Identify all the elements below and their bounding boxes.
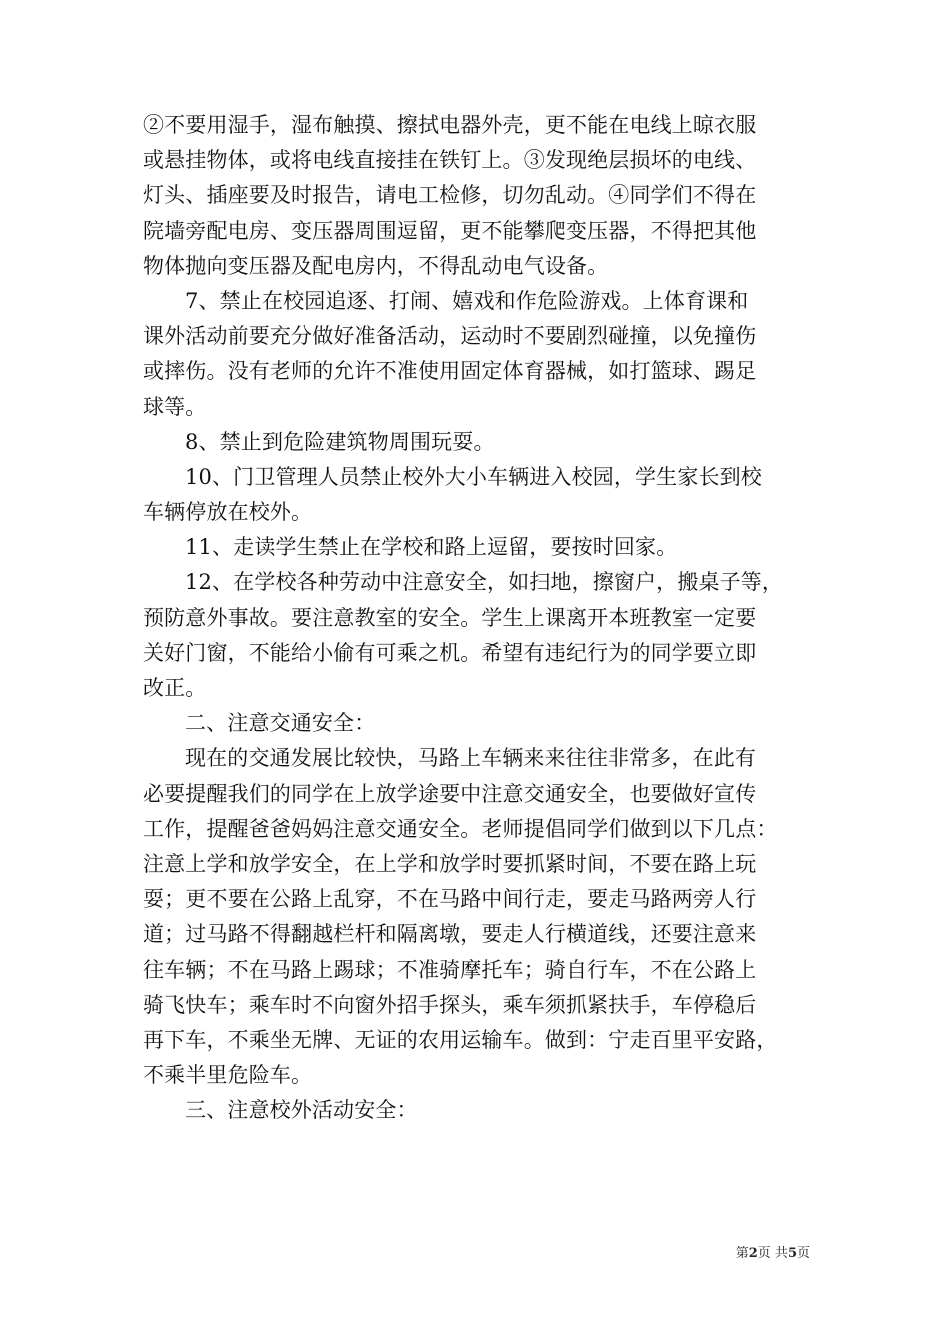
text-line: 不乘半里危险车。 xyxy=(143,1063,313,1088)
page-footer xyxy=(700,1245,810,1263)
text-line: 或悬挂物体，或将电线直接挂在铁钉上。③发现绝层损坏的电线、 xyxy=(143,148,757,173)
total-pages-number: 5 xyxy=(787,1246,797,1261)
text-line: 灯头、插座要及时报告，请电工检修，切勿乱动。④同学们不得在 xyxy=(143,183,757,208)
text-line: 耍；更不要在公路上乱穿，不在马路中间行走，要走马路两旁人行 xyxy=(143,887,757,912)
footer-suffix: 页 xyxy=(796,1246,810,1261)
text-line: 院墙旁配电房、变压器周围逗留，更不能攀爬变压器，不得把其他 xyxy=(143,218,757,243)
text-line: 物体抛向变压器及配电房内，不得乱动电气设备。 xyxy=(143,253,609,278)
text-line: 或摔伤。没有老师的允许不准使用固定体育器械，如打篮球、踢足 xyxy=(143,359,757,384)
text-line: 三、注意校外活动安全： xyxy=(185,1098,418,1123)
text-line: 11、走读学生禁止在学校和路上逗留，要按时回家。 xyxy=(185,535,678,560)
text-line: 课外活动前要充分做好准备活动，运动时不要剧烈碰撞，以免撞伤 xyxy=(143,324,757,349)
text-line: 注意上学和放学安全，在上学和放学时要抓紧时间，不要在路上玩 xyxy=(143,851,757,876)
text-line: 关好门窗，不能给小偷有可乘之机。希望有违纪行为的同学要立即 xyxy=(143,640,757,665)
text-line: 工作，提醒爸爸妈妈注意交通安全。老师提倡同学们做到以下几点： xyxy=(143,816,778,841)
text-line: 二、注意交通安全： xyxy=(185,711,376,736)
document-body xyxy=(143,108,813,1128)
text-line: 8、禁止到危险建筑物周围玩耍。 xyxy=(185,429,495,454)
text-line: 10、门卫管理人员禁止校外大小车辆进入校园，学生家长到校 xyxy=(185,464,762,489)
text-line: 改正。 xyxy=(143,676,207,700)
text-line: 再下车，不乘坐无牌、无证的农用运输车。做到：宁走百里平安路， xyxy=(143,1027,778,1052)
text-line: 往车辆；不在马路上踢球；不准骑摩托车；骑自行车，不在公路上 xyxy=(143,957,757,982)
text-line: 必要提醒我们的同学在上放学途要中注意交通安全，也要做好宣传 xyxy=(143,781,757,806)
text-line: 道；过马路不得翻越栏杆和隔离墩，要走人行横道线，还要注意来 xyxy=(143,922,757,947)
text-line: 12、在学校各种劳动中注意安全，如扫地，擦窗户，搬桌子等， xyxy=(185,570,784,595)
text-line: 骑飞快车；乘车时不向窗外招手探头，乘车须抓紧扶手，车停稳后 xyxy=(143,992,757,1017)
current-page-number: 2 xyxy=(748,1246,758,1261)
text-line: 预防意外事故。要注意教室的安全。学生上课离开本班教室一定要 xyxy=(143,605,757,630)
text-line: 现在的交通发展比较快，马路上车辆来来往往非常多，在此有 xyxy=(185,746,757,771)
footer-prefix: 第 xyxy=(735,1246,749,1261)
text-line: 球等。 xyxy=(143,394,207,419)
text-line: ②不要用湿手，湿布触摸、擦拭电器外壳，更不能在电线上晾衣服 xyxy=(143,113,757,137)
text-line: 7、禁止在校园追逐、打闹、嬉戏和作危险游戏。上体育课和 xyxy=(185,288,749,313)
text-line: 车辆停放在校外。 xyxy=(143,500,313,525)
footer-middle: 页 共 xyxy=(757,1246,788,1261)
